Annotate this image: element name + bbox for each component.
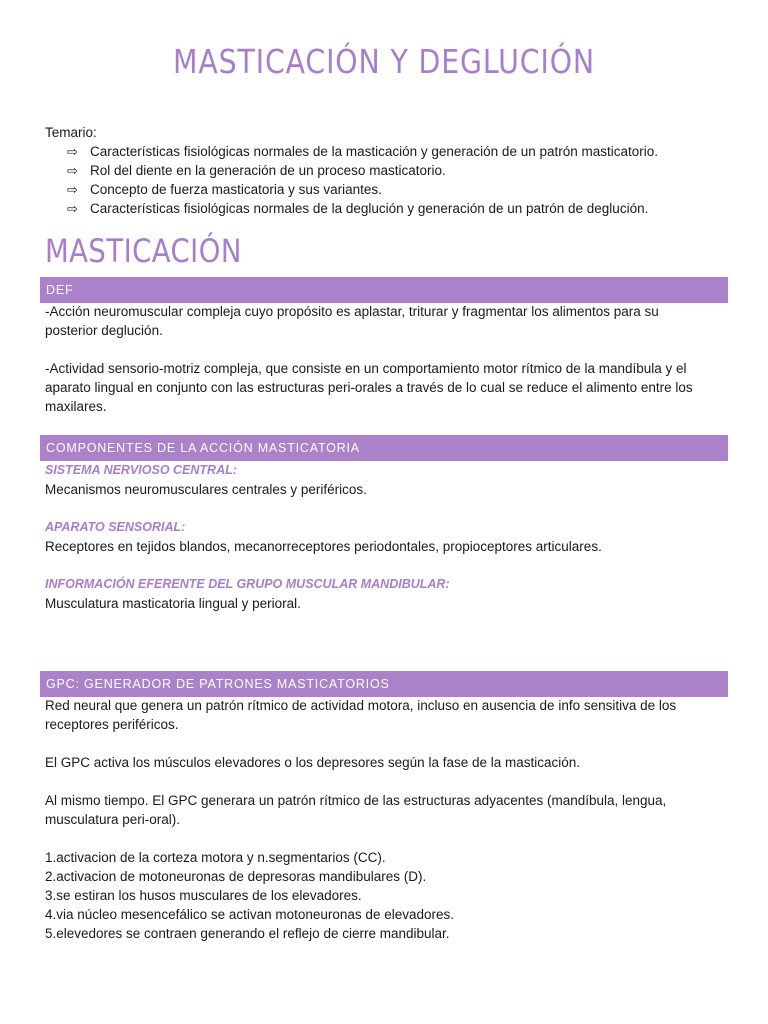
- gpc-paragraph: Al mismo tiempo. El GPC generara un patrón rítmico de las estructuras adyacentes (mandíbula, lengua, musculatura peri-oral).: [45, 793, 667, 827]
- gpc-header: GPC: GENERADOR DE PATRONES MASTICATORIOS: [40, 671, 728, 697]
- arrow-icon: ⇨: [67, 144, 78, 159]
- toc-item-text: Características fisiológicas normales de la masticación y generación de un patrón masticatorio.: [90, 144, 659, 159]
- component-text: Receptores en tejidos blandos, mecanorreceptores periodontales, propioceptores articulares.: [45, 539, 602, 554]
- toc-item: [67, 180, 658, 199]
- component-subtitle: APARATO SENSORIAL:: [45, 520, 186, 534]
- toc-item: [67, 142, 658, 161]
- toc-item-text: Concepto de fuerza masticatoria y sus variantes.: [90, 182, 382, 197]
- component-subtitle: INFORMACIÓN EFERENTE DEL GRUPO MUSCULAR MANDIBULAR:: [45, 577, 450, 591]
- gpc-paragraph: Red neural que genera un patrón rítmico de actividad motora, incluso en ausencia de info sensitiva de los receptores periféricos.: [45, 698, 677, 732]
- component-subtitle: SISTEMA NERVIOSO CENTRAL:: [45, 463, 237, 477]
- toc-item-text: Rol del diente en la generación de un proceso masticatorio.: [90, 163, 446, 178]
- gpc-step: 5.elevedores se contraen generando el reflejo de cierre mandibular.: [45, 926, 450, 941]
- arrow-icon: ⇨: [67, 201, 78, 216]
- toc-item-text: Características fisiológicas normales de la deglución y generación de un patrón de deglución.: [90, 201, 649, 216]
- gpc-step: 1.activacion de la corteza motora y n.segmentarios (CC).: [45, 850, 386, 865]
- arrow-icon: ⇨: [67, 163, 78, 178]
- def-paragraph: -Actividad sensorio-motriz compleja, que consiste en un comportamiento motor rítmico de la mandíbula y el aparato lingual en conjunto con las estructuras peri-orales a través de lo cual se reduce el alimento entre los maxilares.: [45, 361, 693, 414]
- arrow-icon: ⇨: [67, 182, 78, 197]
- toc-label: Temario:: [45, 125, 97, 140]
- gpc-step: 2.activacion de motoneuronas de depresoras mandibulares (D).: [45, 869, 427, 884]
- def-header: DEF: [40, 277, 728, 303]
- def-paragraph: -Acción neuromuscular compleja cuyo propósito es aplastar, triturar y fragmentar los alimentos para su posterior deglución.: [45, 304, 659, 338]
- toc-list: [45, 142, 658, 218]
- componentes-header: COMPONENTES DE LA ACCIÓN MASTICATORIA: [40, 435, 728, 461]
- gpc-paragraph: El GPC activa los músculos elevadores o los depresores según la fase de la masticación.: [45, 755, 581, 770]
- gpc-step: 4.via núcleo mesencefálico se activan motoneuronas de elevadores.: [45, 907, 454, 922]
- componentes-body: [45, 461, 715, 613]
- gpc-body: [45, 696, 715, 943]
- component-text: Mecanismos neuromusculares centrales y periféricos.: [45, 482, 367, 497]
- table-of-contents: [45, 123, 658, 218]
- page-title: MASTICACIÓN Y DEGLUCIÓN: [173, 42, 595, 81]
- toc-item: [67, 199, 658, 218]
- section-heading: MASTICACIÓN: [45, 232, 242, 270]
- gpc-step: 3.se estiran los husos musculares de los elevadores.: [45, 888, 362, 903]
- component-text: Musculatura masticatoria lingual y perioral.: [45, 596, 301, 611]
- def-body: [45, 302, 715, 416]
- toc-item: [67, 161, 658, 180]
